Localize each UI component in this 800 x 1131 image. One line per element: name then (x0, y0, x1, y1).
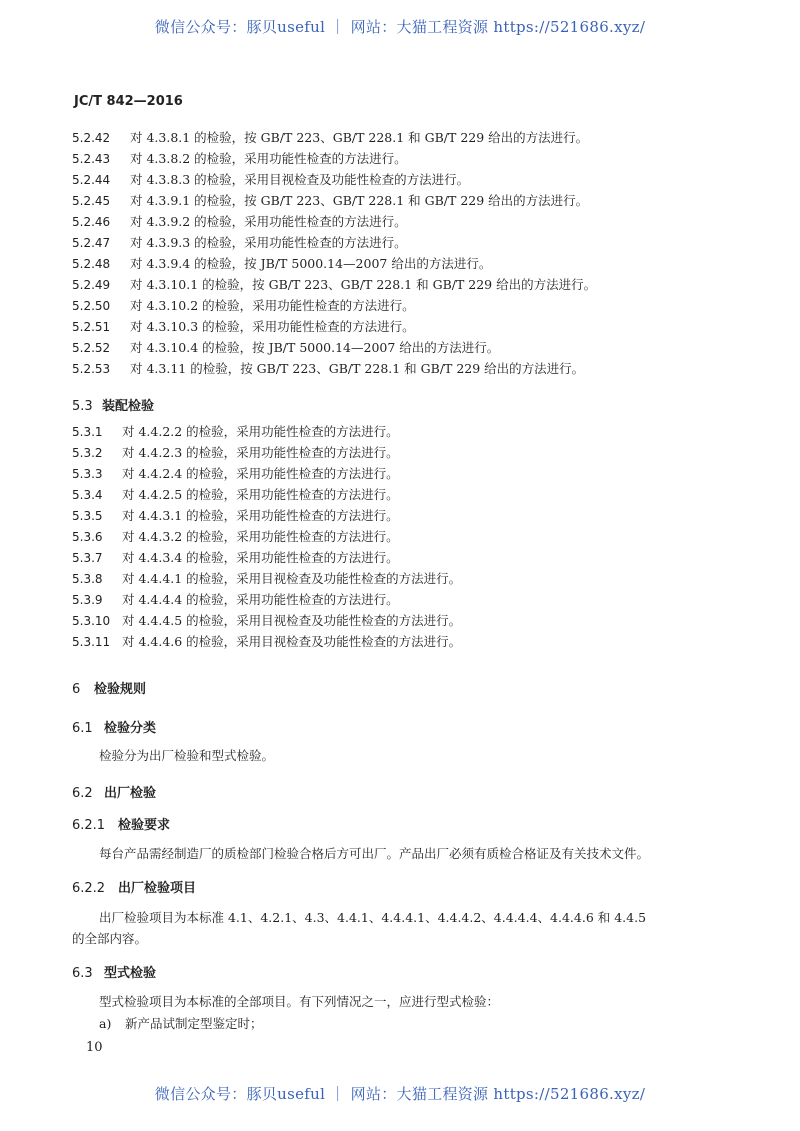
list-item (72, 589, 732, 610)
list-item (72, 568, 732, 589)
section-title: 检验分类 (104, 721, 157, 736)
list-item (72, 631, 732, 652)
section-number: 6.2.1 (72, 818, 106, 833)
list-item-text: 新产品试制定型鉴定时； (125, 1016, 263, 1031)
paragraph-6-2-1: 每台产品需经制造厂的质检部门检验合格后方可出厂。产品出厂必须有质检合格证及有关技术文件。 (99, 846, 650, 861)
section-number: 5.3 (72, 399, 93, 414)
section-heading-6-3 (72, 962, 156, 981)
list-item (72, 484, 732, 505)
section-5-2-list (72, 127, 732, 379)
item-number: 5.2.52 (72, 341, 111, 355)
list-item (72, 442, 732, 463)
paragraph-6-1: 检验分为出厂检验和型式检验。 (99, 748, 275, 763)
item-text: 对 4.3.8.2 的检验，采用功能性检查的方法进行。 (130, 151, 407, 166)
watermark-bottom: 微信公众号：豚贝useful ｜ 网站：大猫工程资源 https://521686.xyz/ (154, 1085, 646, 1103)
item-text: 对 4.4.2.3 的检验，采用功能性检查的方法进行。 (122, 445, 399, 460)
section-heading-6-1 (72, 717, 156, 736)
list-item (72, 127, 732, 148)
list-item (72, 169, 732, 190)
item-number: 5.2.53 (72, 362, 111, 376)
item-text: 对 4.4.3.1 的检验，采用功能性检查的方法进行。 (122, 508, 399, 523)
item-number: 5.2.50 (72, 299, 111, 313)
item-text: 对 4.3.10.1 的检验，按 GB/T 223、GB/T 228.1 和 GB/T 229 给出的方法进行。 (130, 277, 597, 292)
list-item (72, 463, 732, 484)
section-title: 检验规则 (94, 682, 147, 697)
item-text: 对 4.3.10.4 的检验，按 JB/T 5000.14—2007 给出的方法进行。 (130, 340, 500, 355)
item-text: 对 4.4.2.5 的检验，采用功能性检查的方法进行。 (122, 487, 399, 502)
item-text: 对 4.3.8.3 的检验，采用目视检查及功能性检查的方法进行。 (130, 172, 470, 187)
item-number: 5.3.4 (72, 488, 103, 502)
section-title: 检验要求 (118, 818, 171, 833)
list-item (72, 253, 732, 274)
item-number: 5.2.48 (72, 257, 111, 271)
list-item (72, 148, 732, 169)
section-heading-6-2-1 (72, 814, 170, 833)
item-number: 5.3.10 (72, 614, 111, 628)
list-item (72, 526, 732, 547)
item-text: 对 4.4.2.4 的检验，采用功能性检查的方法进行。 (122, 466, 399, 481)
item-number: 5.3.7 (72, 551, 103, 565)
item-text: 对 4.4.3.4 的检验，采用功能性检查的方法进行。 (122, 550, 399, 565)
list-item (72, 190, 732, 211)
list-item-a (99, 1013, 263, 1034)
item-number: 5.2.45 (72, 194, 111, 208)
list-item (72, 358, 732, 379)
list-item (72, 295, 732, 316)
item-number: 5.3.6 (72, 530, 103, 544)
item-number: 5.3.8 (72, 572, 103, 586)
list-item (72, 421, 732, 442)
section-heading-6-2 (72, 782, 156, 801)
section-number: 6 (72, 682, 81, 697)
item-number: 5.3.9 (72, 593, 103, 607)
standard-number: JC/T 842—2016 (74, 94, 183, 109)
list-item (72, 505, 732, 526)
item-text: 对 4.4.4.1 的检验，采用目视检查及功能性检查的方法进行。 (122, 571, 462, 586)
watermark-top: 微信公众号：豚贝useful ｜ 网站：大猫工程资源 https://521686.xyz/ (154, 18, 646, 36)
section-heading-5-3 (72, 395, 154, 414)
list-item (72, 232, 732, 253)
list-item (72, 547, 732, 568)
item-text: 对 4.4.4.4 的检验，采用功能性检查的方法进行。 (122, 592, 399, 607)
list-item (72, 274, 732, 295)
item-number: 5.2.51 (72, 320, 111, 334)
item-text: 对 4.4.4.5 的检验，采用目视检查及功能性检查的方法进行。 (122, 613, 462, 628)
section-heading-6-2-2 (72, 877, 196, 896)
item-text: 对 4.3.9.2 的检验，采用功能性检查的方法进行。 (130, 214, 407, 229)
item-number: 5.3.1 (72, 425, 103, 439)
section-heading-6 (72, 678, 146, 697)
paragraph-6-2-2-line2: 的全部内容。 (72, 931, 148, 946)
item-text: 对 4.3.8.1 的检验，按 GB/T 223、GB/T 228.1 和 GB/T 229 给出的方法进行。 (130, 130, 589, 145)
item-number: 5.3.2 (72, 446, 103, 460)
section-number: 6.2.2 (72, 881, 106, 896)
item-number: 5.2.43 (72, 152, 111, 166)
list-item (72, 211, 732, 232)
section-5-3-list (72, 421, 732, 652)
item-text: 对 4.3.11 的检验，按 GB/T 223、GB/T 228.1 和 GB/T 229 给出的方法进行。 (130, 361, 585, 376)
section-title: 出厂检验 (104, 786, 157, 801)
item-number: 5.3.5 (72, 509, 103, 523)
list-marker: a) (99, 1016, 112, 1031)
item-number: 5.2.49 (72, 278, 111, 292)
page-number: 10 (86, 1040, 103, 1055)
item-text: 对 4.3.9.4 的检验，按 JB/T 5000.14—2007 给出的方法进行。 (130, 256, 492, 271)
section-title: 出厂检验项目 (118, 881, 197, 896)
item-number: 5.2.46 (72, 215, 111, 229)
item-text: 对 4.3.9.3 的检验，采用功能性检查的方法进行。 (130, 235, 407, 250)
item-number: 5.2.47 (72, 236, 111, 250)
item-text: 对 4.4.2.2 的检验，采用功能性检查的方法进行。 (122, 424, 399, 439)
item-text: 对 4.3.10.2 的检验，采用功能性检查的方法进行。 (130, 298, 415, 313)
item-text: 对 4.3.9.1 的检验，按 GB/T 223、GB/T 228.1 和 GB/T 229 给出的方法进行。 (130, 193, 589, 208)
section-number: 6.2 (72, 786, 93, 801)
item-text: 对 4.3.10.3 的检验，采用功能性检查的方法进行。 (130, 319, 415, 334)
item-number: 5.2.42 (72, 131, 111, 145)
section-number: 6.3 (72, 966, 93, 981)
section-number: 6.1 (72, 721, 93, 736)
list-item (72, 316, 732, 337)
item-text: 对 4.4.4.6 的检验，采用目视检查及功能性检查的方法进行。 (122, 634, 462, 649)
section-title: 型式检验 (104, 966, 157, 981)
item-number: 5.3.11 (72, 635, 111, 649)
item-number: 5.3.3 (72, 467, 103, 481)
item-number: 5.2.44 (72, 173, 111, 187)
list-item (72, 610, 732, 631)
list-item (72, 337, 732, 358)
paragraph-6-2-2-line1: 出厂检验项目为本标准 4.1、4.2.1、4.3、4.4.1、4.4.4.1、4.4.4.2、4.4.4.4、4.4.4.6 和 4.4.5 (99, 910, 647, 925)
item-text: 对 4.4.3.2 的检验，采用功能性检查的方法进行。 (122, 529, 399, 544)
section-title: 装配检验 (102, 399, 155, 414)
paragraph-6-3: 型式检验项目为本标准的全部项目。有下列情况之一，应进行型式检验： (99, 994, 500, 1009)
